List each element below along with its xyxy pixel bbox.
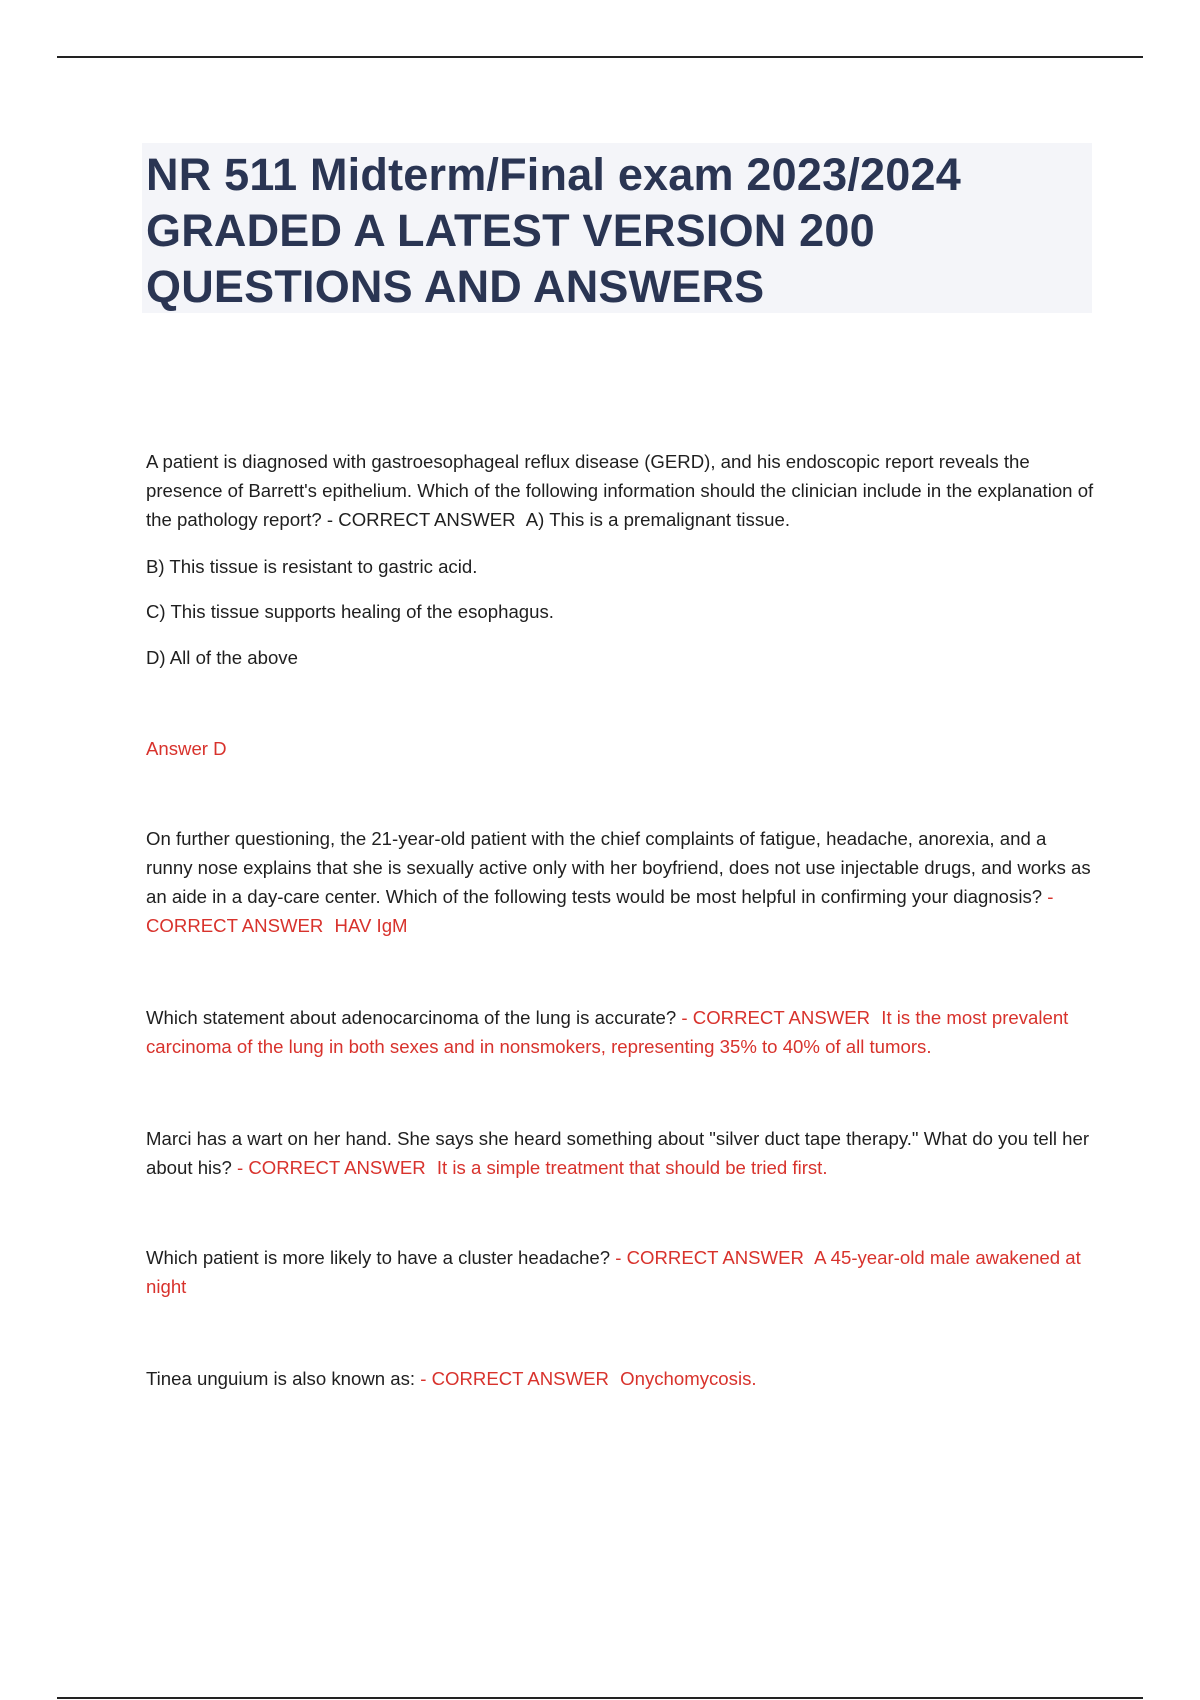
answer-5: A 45-year-old male awakened at night bbox=[146, 1247, 1081, 1297]
question-4-text: Marci has a wart on her hand. She says she heard something about "silver duct tape therapy." What do you tell her about his? bbox=[146, 1128, 1090, 1178]
correct-answer-marker: - CORRECT ANSWER bbox=[146, 886, 1054, 936]
option-b-row bbox=[146, 552, 1096, 581]
bottom-rule bbox=[57, 1697, 1143, 1699]
question-block-3 bbox=[146, 1003, 1096, 1061]
question-6-text: Tinea unguium is also known as: bbox=[146, 1368, 416, 1389]
correct-answer-marker: - CORRECT ANSWER bbox=[681, 1007, 871, 1028]
answer-1-row bbox=[146, 734, 1096, 763]
question-5-text: Which patient is more likely to have a cluster headache? bbox=[146, 1247, 611, 1268]
question-1-text: A patient is diagnosed with gastroesophageal reflux disease (GERD), and his endoscopic report reveals the presence of Barrett's epithelium. Which of the following information should the clinician include in the explanation of the pathology report? bbox=[146, 451, 1094, 530]
correct-answer-marker: - CORRECT ANSWER bbox=[615, 1247, 804, 1268]
answer-2: HAV IgM bbox=[334, 915, 408, 936]
document-title: NR 511 Midterm/Final exam 2023/2024 GRADED A LATEST VERSION 200 QUESTIONS AND ANSWERS bbox=[146, 149, 961, 312]
question-2-text: On further questioning, the 21-year-old patient with the chief complaints of fatigue, headache, anorexia, and a runny nose explains that she is sexually active only with her boyfriend, does not use injectable drugs, and works as an aide in a day-care center. Which of the following tests would be most helpful in confirming your diagnosis? bbox=[146, 828, 1091, 907]
top-rule bbox=[57, 56, 1143, 58]
option-d: D) All of the above bbox=[146, 647, 298, 668]
correct-answer-marker: - CORRECT ANSWER bbox=[420, 1368, 609, 1389]
answer-4: It is a simple treatment that should be tried first. bbox=[436, 1157, 828, 1178]
option-d-row bbox=[146, 643, 1096, 672]
question-block-2 bbox=[146, 824, 1096, 940]
answer-1: Answer D bbox=[146, 738, 227, 759]
answer-3: It is the most prevalent carcinoma of the lung in both sexes and in nonsmokers, representing 35% to 40% of all tumors. bbox=[146, 1007, 1069, 1057]
option-a: A) This is a premalignant tissue. bbox=[525, 509, 790, 530]
option-b: B) This tissue is resistant to gastric acid. bbox=[146, 556, 478, 577]
question-3-text: Which statement about adenocarcinoma of the lung is accurate? bbox=[146, 1007, 677, 1028]
question-block-6 bbox=[146, 1364, 1096, 1393]
answer-6: Onychomycosis. bbox=[620, 1368, 757, 1389]
option-c: C) This tissue supports healing of the esophagus. bbox=[146, 601, 554, 622]
question-block-4 bbox=[146, 1124, 1096, 1182]
correct-answer-marker: - CORRECT ANSWER bbox=[326, 509, 516, 530]
option-c-row bbox=[146, 597, 1096, 626]
question-block-5 bbox=[146, 1243, 1096, 1301]
question-text bbox=[146, 447, 1096, 534]
question-block-1 bbox=[146, 447, 1096, 534]
correct-answer-marker: - CORRECT ANSWER bbox=[236, 1157, 426, 1178]
title-box bbox=[142, 143, 1092, 313]
